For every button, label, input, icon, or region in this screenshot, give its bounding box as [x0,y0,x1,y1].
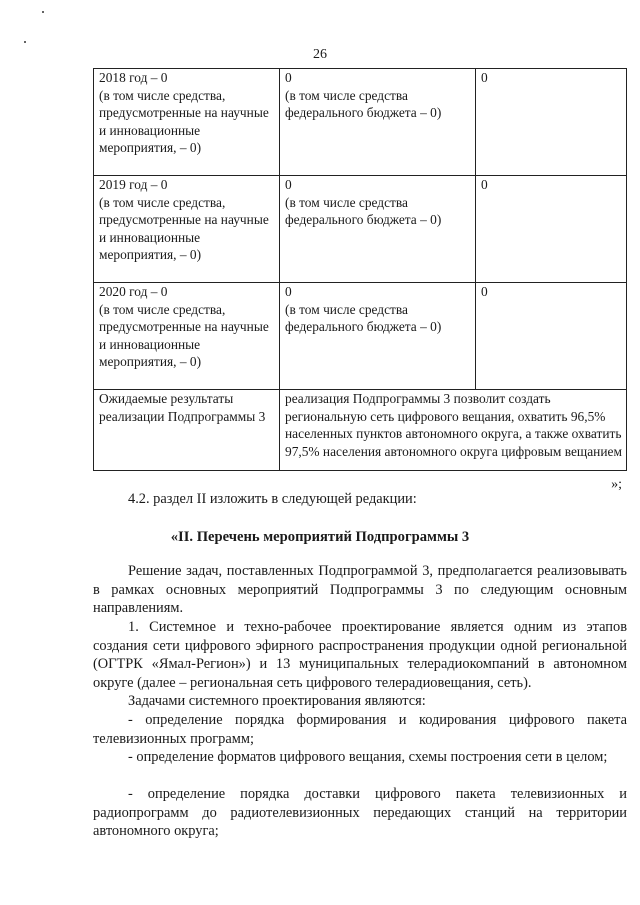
table-cell-amount: 0 (в том числе средства федерального бюджета – 0) [280,176,476,283]
list-item: - определение порядка формирования и кодирования цифрового пакета телевизионных программ; [93,712,627,747]
results-label: Ожидаемые результаты реализации Подпрограммы 3 [94,390,280,471]
section-title: «II. Перечень мероприятий Подпрограммы 3 [170,529,470,545]
table-cell-year: 2019 год – 0 (в том числе средства, предусмотренные на научные и инновационные мероприятия, – 0) [94,176,280,283]
paragraph: Задачами системного проектирования являются: [128,693,426,709]
closing-quote: »; [611,477,622,492]
table-cell-value: 0 [476,69,627,176]
list-item: - определение форматов цифрового вещания, схемы построения сети в целом; [128,749,608,765]
page-number: 26 [313,47,327,62]
table-cell-amount: 0 (в том числе средства федерального бюджета – 0) [280,283,476,390]
table-row [94,69,627,176]
table-cell-value: 0 [476,176,627,283]
paragraph: Решение задач, поставленных Подпрограммой 3, предполагается реализовывать в рамках основных мероприятий Подпрограммы 3 по следующим основным направлениям. [93,563,627,616]
table-row-results [94,390,627,471]
table-row [94,283,627,390]
table-row [94,176,627,283]
paragraph: 1. Системное и техно-рабочее проектирование является одним из этапов создания сети цифрового эфирного распространения продукции одной региональной (ОГТРК «Ямал-Регион») и 13 муниципальных телерадиокомпаний в автономном округе (далее – региональная сеть цифрового телерадиовещания, сеть). [93,619,627,691]
funding-table [93,68,627,471]
scan-speck [24,41,26,43]
scan-speck [42,11,44,13]
table-cell-year: 2018 год – 0 (в том числе средства, предусмотренные на научные и инновационные мероприятия, – 0) [94,69,280,176]
list-item: - определение порядка доставки цифрового пакета телевизионных и радиопрограмм до радиотелевизионных передающих станций на территории автономного округа; [93,786,627,839]
table-cell-value: 0 [476,283,627,390]
results-text: реализация Подпрограммы 3 позволит создать региональную сеть цифрового вещания, охватить 96,5% населенных пунктов автономного округа, а также охватить 97,5% населения автономного округа цифровым вещанием [280,390,627,471]
table-cell-year: 2020 год – 0 (в том числе средства, предусмотренные на научные и инновационные мероприятия, – 0) [94,283,280,390]
amendment-item: 4.2. раздел II изложить в следующей редакции: [128,491,417,507]
table-cell-amount: 0 (в том числе средства федерального бюджета – 0) [280,69,476,176]
